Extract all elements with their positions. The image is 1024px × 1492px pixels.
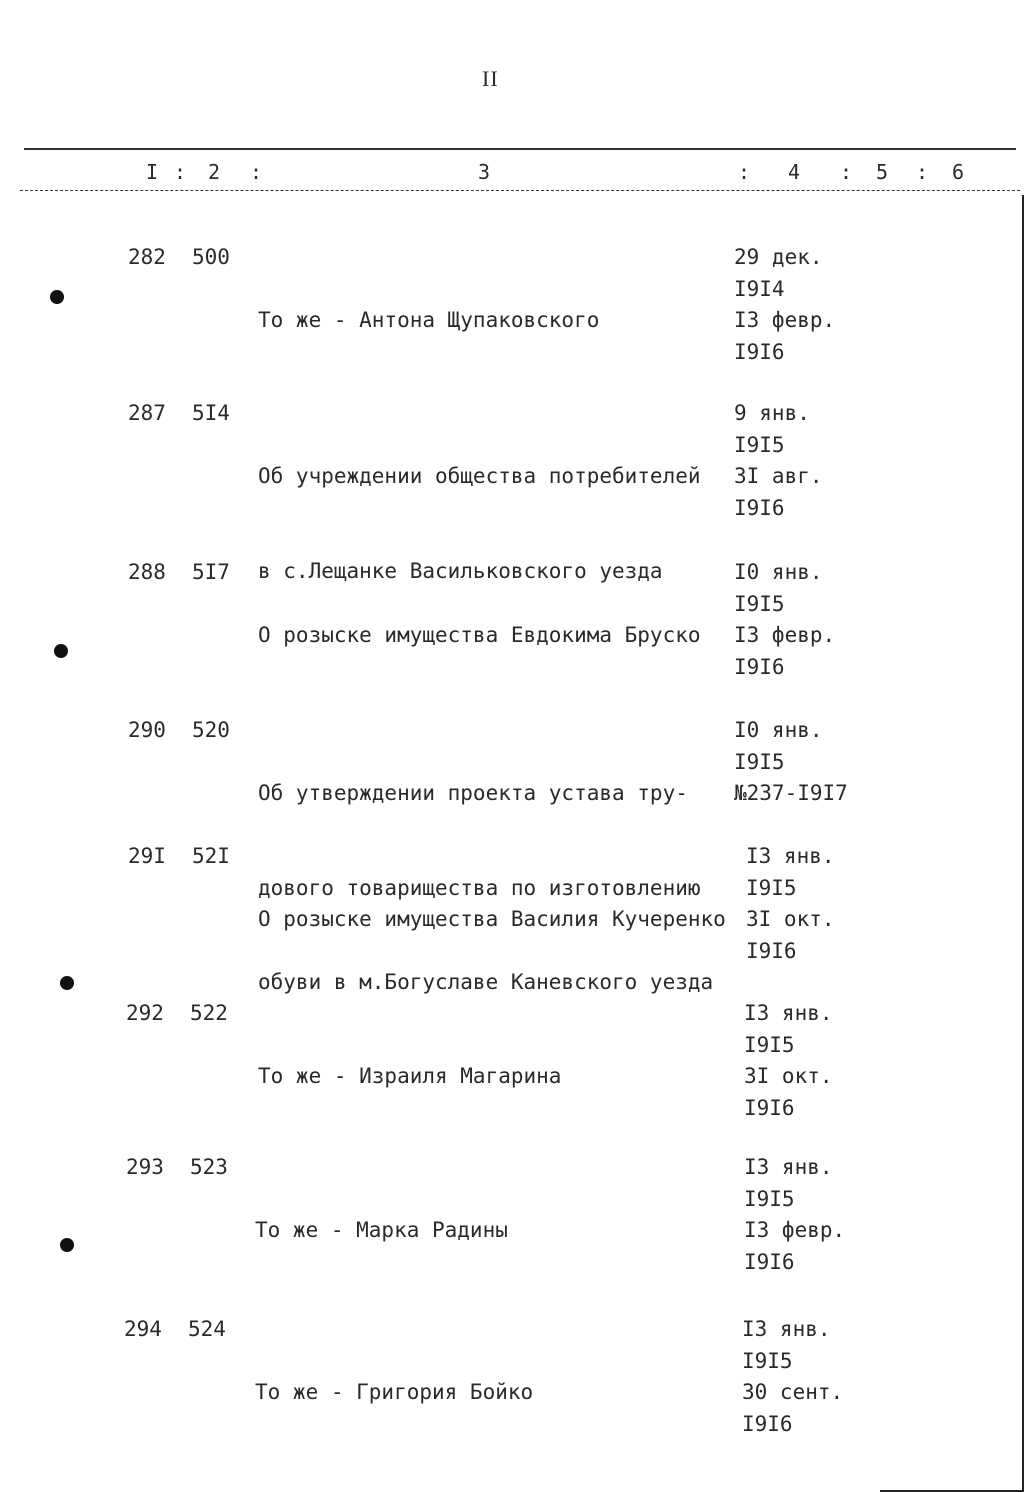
row-number: 288 xyxy=(128,560,166,584)
title-line: дового товарищества по изготовлению xyxy=(258,875,701,900)
case-title xyxy=(255,1152,735,1310)
date-line: I9I6 xyxy=(734,654,785,679)
date-line: I9I5 xyxy=(744,1186,795,1211)
header-sep: : xyxy=(738,160,751,184)
date-line: 3I авг. xyxy=(734,464,823,488)
date-line: 29 дек. xyxy=(734,245,823,269)
row-number: 293 xyxy=(126,1155,164,1179)
row-number: 29I xyxy=(128,844,166,868)
date-line: I9I5 xyxy=(734,749,785,774)
date-line: I3 янв. xyxy=(744,1155,833,1179)
title-line: То же - Антона Щупаковского xyxy=(258,308,600,332)
case-number: 520 xyxy=(192,718,230,742)
header-col-3: 3 xyxy=(478,160,491,184)
row-number: 290 xyxy=(128,718,166,742)
header-sep: : xyxy=(174,160,187,184)
header-sep: : xyxy=(840,160,853,184)
title-line: То же - Марка Радины xyxy=(255,1218,508,1242)
binder-hole xyxy=(50,290,64,304)
date-line: I0 янв. xyxy=(734,560,823,584)
case-dates xyxy=(734,398,864,524)
case-dates xyxy=(734,242,864,368)
title-line: О розыске имущества Евдокима Бруско xyxy=(258,623,701,647)
header-col-5: 5 xyxy=(876,160,889,184)
title-line: Об учреждении общества потребителей xyxy=(258,464,701,488)
binder-hole xyxy=(60,1238,74,1252)
date-line: I3 февр. xyxy=(734,308,836,332)
case-dates xyxy=(742,1314,872,1440)
case-number: 5I4 xyxy=(192,401,230,425)
case-dates xyxy=(744,998,874,1124)
date-line: I9I6 xyxy=(744,1249,795,1274)
row-number: 292 xyxy=(126,1001,164,1025)
case-title xyxy=(258,841,738,999)
case-number: 500 xyxy=(192,245,230,269)
date-line: I9I5 xyxy=(742,1348,793,1373)
case-number: 524 xyxy=(188,1317,226,1341)
date-line: I9I6 xyxy=(746,938,797,963)
date-line: I9I6 xyxy=(742,1411,793,1436)
date-line: I0 янв. xyxy=(734,718,823,742)
date-line: I3 янв. xyxy=(744,1001,833,1025)
header-sep: : xyxy=(250,160,263,184)
date-line: I3 февр. xyxy=(734,623,836,647)
case-title xyxy=(258,242,738,400)
binder-hole xyxy=(60,976,74,990)
date-line: 3I окт. xyxy=(744,1064,833,1088)
case-dates xyxy=(734,715,864,810)
case-dates xyxy=(744,1152,874,1278)
case-number: 522 xyxy=(190,1001,228,1025)
case-dates xyxy=(734,557,864,683)
title-line: О розыске имущества Василия Кучеренко xyxy=(258,907,726,931)
case-number: 52I xyxy=(192,844,230,868)
title-line: То же - Григория Бойко xyxy=(255,1380,534,1404)
case-title xyxy=(258,557,738,715)
case-number: 523 xyxy=(190,1155,228,1179)
date-line: I9I5 xyxy=(744,1032,795,1057)
date-line: 9 янв. xyxy=(734,401,810,425)
date-line: I9I6 xyxy=(744,1095,795,1120)
case-title xyxy=(255,1314,735,1472)
date-line: 3I окт. xyxy=(746,907,835,931)
date-line: I3 янв. xyxy=(746,844,835,868)
date-line: 30 сент. xyxy=(742,1380,844,1404)
header-col-2: 2 xyxy=(208,160,221,184)
date-line: I9I4 xyxy=(734,276,785,301)
date-line: I9I5 xyxy=(746,875,797,900)
case-number: 5I7 xyxy=(192,560,230,584)
date-line: I9I5 xyxy=(734,432,785,457)
date-line: I9I5 xyxy=(734,591,785,616)
row-number: 282 xyxy=(128,245,166,269)
date-line: I9I6 xyxy=(734,495,785,520)
date-line: I9I6 xyxy=(734,339,785,364)
header-top-rule xyxy=(24,148,1016,150)
date-line: I3 янв. xyxy=(742,1317,831,1341)
row-number: 294 xyxy=(124,1317,162,1341)
header-col-4: 4 xyxy=(788,160,801,184)
header-bottom-rule xyxy=(20,190,1020,191)
case-dates xyxy=(746,841,876,967)
case-title xyxy=(258,998,738,1156)
date-line: I3 февр. xyxy=(744,1218,846,1242)
title-line: То же - Израиля Магарина xyxy=(258,1064,562,1088)
binder-hole xyxy=(54,644,68,658)
page-number: II xyxy=(482,66,499,91)
date-line: №237-I9I7 xyxy=(734,781,848,805)
header-sep: : xyxy=(916,160,929,184)
header-col-1: I xyxy=(146,160,159,184)
title-line: обуви в м.Богуславе Каневского уезда xyxy=(258,970,714,994)
title-line: в с.Лещанке Васильковского уезда xyxy=(258,558,663,583)
row-number: 287 xyxy=(128,401,166,425)
title-line: Об утверждении проекта устава тру- xyxy=(258,781,688,805)
header-col-6: 6 xyxy=(952,160,965,184)
